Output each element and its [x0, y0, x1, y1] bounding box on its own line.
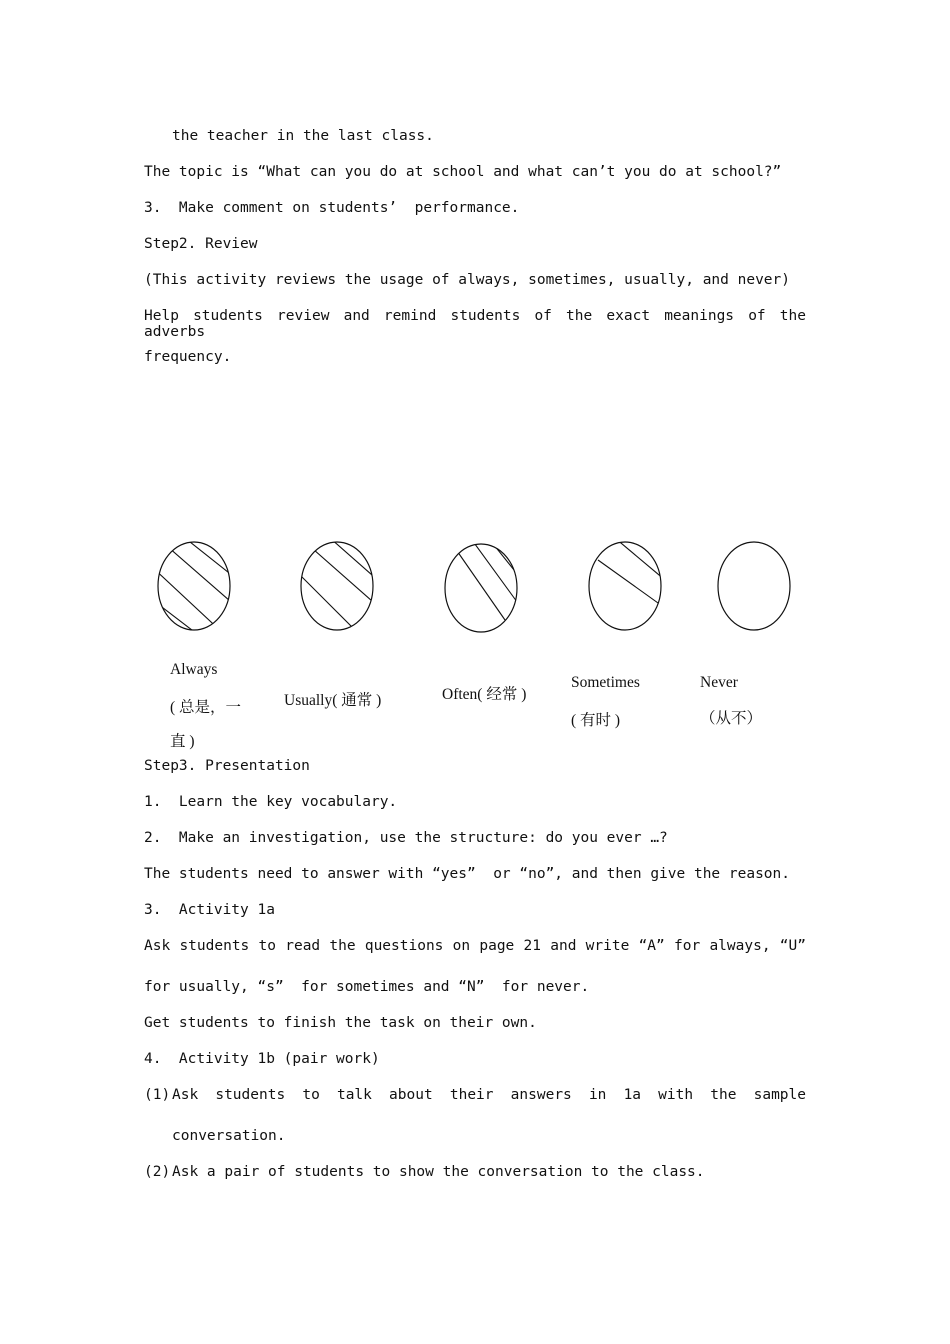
often-circle — [445, 540, 522, 632]
sometimes-circle — [589, 538, 665, 630]
always-meaning: ( 总是，一 — [170, 699, 242, 716]
often-label: Often( 经常 ) — [442, 686, 527, 703]
sometimes-label: Sometimes — [571, 674, 640, 691]
text-line: for usually, “s” for sometimes and “N” for never. — [144, 979, 590, 995]
usually-circle — [295, 538, 380, 635]
list-number: (2) — [144, 1164, 171, 1180]
sometimes-meaning: ( 有时 ) — [571, 712, 621, 729]
text-line: Get students to finish the task on their own. — [144, 1015, 537, 1031]
never-label: Never — [700, 674, 738, 691]
never-meaning: （从不） — [700, 710, 763, 727]
always-circle — [150, 538, 238, 640]
always-label: Always — [170, 661, 218, 678]
text-line: (This activity reviews the usage of always, sometimes, usually, and never) — [144, 272, 791, 288]
usually-label: Usually( 通常 ) — [284, 692, 382, 709]
list-number: (1) — [144, 1087, 171, 1103]
step-heading: Step2. Review — [144, 236, 258, 252]
text-line: conversation. — [172, 1128, 286, 1144]
frequency-diagram — [0, 520, 950, 650]
step-heading: Step3. Presentation — [144, 758, 310, 774]
text-line: The students need to answer with “yes” or “no”, and then give the reason. — [144, 866, 791, 882]
text-line: 3. Activity 1a — [144, 902, 275, 918]
always-meaning-cont: 直 ) — [170, 733, 195, 750]
text-line: 1. Learn the key vocabulary. — [144, 794, 398, 810]
text-line: the teacher in the last class. — [172, 128, 434, 144]
text-line: Ask a pair of students to show the conversation to the class. — [172, 1164, 705, 1180]
never-circle — [718, 542, 790, 630]
text-line: 3. Make comment on students’ performance. — [144, 200, 520, 216]
text-line: Ask students to talk about their answers in 1a with the sample — [172, 1087, 806, 1103]
text-line: The topic is “What can you do at school and what can’t you do at school?” — [144, 164, 782, 180]
text-line: frequency. — [144, 349, 232, 365]
text-line: 2. Make an investigation, use the structure: do you ever …? — [144, 830, 668, 846]
text-line: Help students review and remind students of the exact meanings of the adverbs — [144, 308, 806, 340]
text-line: 4. Activity 1b (pair work) — [144, 1051, 380, 1067]
text-line: Ask students to read the questions on page 21 and write “A” for always, “U” — [144, 938, 806, 954]
